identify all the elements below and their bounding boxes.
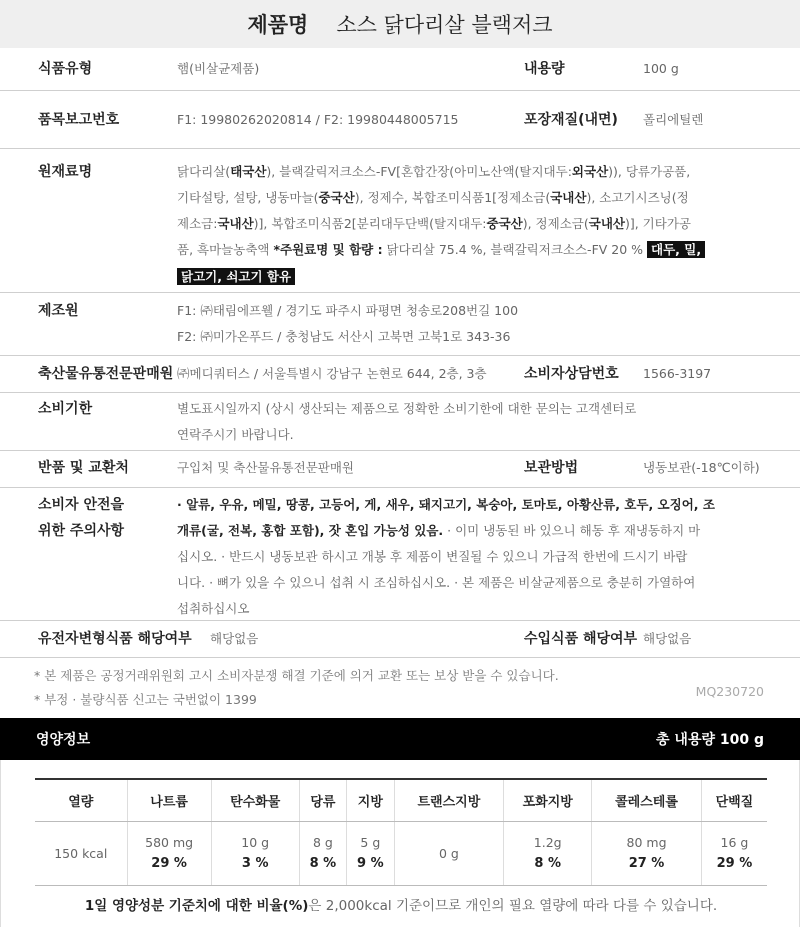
row-report-number — [0, 91, 800, 149]
nutrition-header-row — [35, 779, 767, 821]
volume-label: 내용량 — [524, 61, 565, 77]
row-return — [0, 451, 800, 488]
nutrient-name: 열량 — [35, 779, 127, 821]
nutrient-name: 나트륨 — [127, 779, 211, 821]
gmo-label: 유전자변형식품 해당여부 — [38, 631, 192, 647]
nutrient-name: 당류 — [299, 779, 346, 821]
nutrition-title: 영양정보 — [36, 732, 91, 748]
caution-line-4: 니다. · 뼈가 있을 수 있으니 섭취 시 조심하십시오. · 본 제품은 비살균제품으로 충분히 가열하여 — [177, 575, 696, 590]
document-code: MQ230720 — [695, 684, 764, 699]
expiry-line-1: 별도표시일까지 (상시 생산되는 제품으로 정확한 소비기한에 대한 문의는 고객센터로 — [177, 401, 637, 416]
caution-line-1: · 알류, 우유, 메밀, 땅콩, 고등어, 게, 새우, 돼지고기, 복숭아, 토마토, 아황산류, 호두, 오징어, 조 — [177, 497, 715, 512]
row-food-type — [0, 48, 800, 91]
return-value: 구입처 및 축산물유통전문판매원 — [177, 460, 354, 475]
ingredients-line-3: 제소금:국내산)], 복합조미식품2[분리대두단백(탈지대두:중국산), 정제소금(국내산)], 기타가공 — [177, 216, 691, 231]
nutrient-name: 포화지방 — [504, 779, 592, 821]
expiry-label: 소비기한 — [38, 401, 93, 417]
import-value: 해당없음 — [643, 631, 692, 646]
nutrient-cell: 5 g 9 % — [347, 821, 394, 885]
caution-label: 소비자 안전을 위한 주의사항 — [38, 497, 125, 539]
nutrient-cell: 150 kcal — [35, 821, 127, 885]
nutrient-name: 단백질 — [701, 779, 767, 821]
ingredients-line-4: 품, 흑마늘농축액 *주원료명 및 함량 : 닭다리살 75.4 %, 블랙갈릭저크소스-FV 20 % 대두, 밀, — [177, 237, 767, 263]
ingredients-label: 원재료명 — [38, 164, 93, 180]
seller-value: ㈜메디쿼터스 / 서울특별시 강남구 논현로 644, 2층, 3층 — [177, 366, 487, 381]
notice-line-2: * 부정 · 불량식품 신고는 국번없이 1399 — [34, 692, 257, 707]
expiry-value — [177, 396, 636, 448]
ingredients-line-5 — [177, 264, 767, 290]
nutrient-cell: 580 mg 29 % — [127, 821, 211, 885]
manufacturer-value — [177, 298, 518, 350]
nutrition-table — [35, 778, 767, 886]
nutrient-name: 트랜스지방 — [394, 779, 504, 821]
food-type-label: 식품유형 — [38, 61, 93, 77]
food-type-value: 햄(비살균제품) — [177, 61, 260, 76]
import-label: 수입식품 해당여부 — [524, 631, 638, 647]
expiry-line-2: 연락주시기 바랍니다. — [177, 427, 294, 442]
product-title-bar — [0, 0, 800, 48]
consult-value: 1566-3197 — [643, 366, 712, 381]
ingredients-line-1: 닭다리살(태국산), 블랙갈릭저크소스-FV[혼합간장(아미노산액(탈지대두:외국산)), 당류가공품, — [177, 164, 691, 179]
manufacturer-line-2: F2: ㈜미가온푸드 / 충청남도 서산시 고북면 고북1로 343-36 — [177, 329, 511, 344]
row-gmo — [0, 621, 800, 658]
caution-value — [177, 492, 777, 622]
packaging-label: 포장재질(내면) — [524, 112, 618, 128]
nutrient-cell: 10 g 3 % — [211, 821, 299, 885]
volume-value: 100 g — [643, 61, 679, 76]
storage-label: 보관방법 — [524, 460, 579, 476]
row-seller — [0, 356, 800, 393]
nutrient-cell: 0 g — [394, 821, 504, 885]
nutrient-cell: 80 mg 27 % — [592, 821, 702, 885]
product-name-label: 제품명 — [247, 13, 309, 37]
row-manufacturer — [0, 293, 800, 356]
ingredients-line-2: 기타설탕, 설탕, 냉동마늘(중국산), 정제수, 복합조미식품1[정제소금(국내산), 소고기시즈닝(정 — [177, 190, 689, 205]
consult-label: 소비자상담번호 — [524, 366, 619, 382]
caution-line-2: 개류(굴, 전복, 홍합 포함), 잣 혼입 가능성 있음. · 이미 냉동된 바 있으니 해동 후 재냉동하지 마 — [177, 523, 701, 538]
ingredients-value — [177, 159, 767, 290]
nutrient-cell: 1.2g 8 % — [504, 821, 592, 885]
return-label: 반품 및 교환처 — [38, 460, 129, 476]
row-caution — [0, 488, 800, 621]
manufacturer-label: 제조원 — [38, 303, 79, 319]
nutrition-header — [0, 718, 800, 760]
product-name-value: 소스 닭다리살 블랙저크 — [336, 13, 553, 37]
nutrient-name: 콜레스테롤 — [592, 779, 702, 821]
gmo-value: 해당없음 — [210, 631, 259, 646]
caution-line-3: 십시오. · 반드시 냉동보관 하시고 개봉 후 제품이 변질될 수 있으니 가급적 한번에 드시기 바랍 — [177, 549, 688, 564]
row-expiry — [0, 393, 800, 451]
nutrition-value-row — [35, 821, 767, 885]
allergen-highlight-2: 닭고기, 쇠고기 함유 — [177, 268, 295, 285]
notice-line-1: * 본 제품은 공정거래위원회 고시 소비자분쟁 해결 기준에 의거 교환 또는 보상 받을 수 있습니다. — [34, 668, 559, 683]
storage-value: 냉동보관(-18℃이하) — [643, 460, 760, 475]
packaging-value: 폴리에틸렌 — [643, 112, 704, 127]
nutrient-name: 탄수화물 — [211, 779, 299, 821]
report-number-label: 품목보고번호 — [38, 112, 120, 128]
nutrient-name: 지방 — [347, 779, 394, 821]
nutrient-cell: 8 g 8 % — [299, 821, 346, 885]
nutrition-footnote: 1일 영양성분 기준치에 대한 비율(%)은 2,000kcal 기준이므로 개인의 필요 열량에 따라 다를 수 있습니다. — [84, 898, 718, 914]
caution-line-5: 섭취하십시오 — [177, 601, 250, 616]
allergen-highlight-1: 대두, 밀, — [647, 241, 705, 258]
seller-label: 축산물유통전문판매원 — [38, 366, 174, 382]
notice-text — [34, 664, 559, 712]
nutrition-total: 총 내용량 100 g — [656, 732, 764, 748]
nutrient-cell: 16 g 29 % — [701, 821, 767, 885]
report-number-value: F1: 19980262020814 / F2: 19980448005715 — [177, 112, 459, 127]
row-ingredients — [0, 149, 800, 293]
nutrition-panel — [0, 760, 800, 927]
manufacturer-line-1: F1: ㈜태림에프웰 / 경기도 파주시 파평면 청송로208번길 100 — [177, 303, 519, 318]
